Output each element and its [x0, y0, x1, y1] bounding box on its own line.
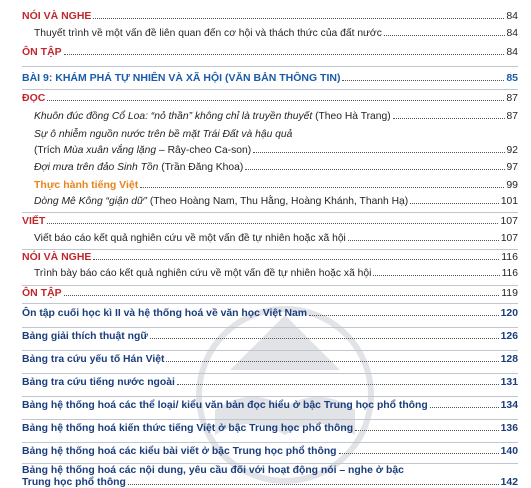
- divider: [22, 327, 518, 328]
- toc-page-number: 84: [506, 10, 518, 22]
- toc-source: (Theo Hà Trang): [315, 111, 391, 122]
- toc-appendix-entry[interactable]: [22, 423, 518, 434]
- toc-title: Mùa xuân vắng lặng: [63, 145, 157, 156]
- toc-label: Bảng hệ thống hoá kiến thức tiếng Việt ở bậc Trung học phổ thông: [22, 423, 354, 434]
- toc-page-number: 116: [501, 251, 518, 263]
- toc-page-number: 85: [506, 72, 518, 84]
- toc-title: Khuôn đúc đồng Cổ Loa: “nỏ thần” không chỉ là truyền thuyết: [34, 111, 313, 122]
- toc-label: Thực hành tiếng Việt: [34, 179, 139, 191]
- divider: [22, 350, 518, 351]
- toc-appendix-entry[interactable]: [22, 354, 518, 365]
- dot-leader: [342, 80, 504, 81]
- toc-title: Sự ô nhiễm nguồn nước trên bề mặt Trái Đất và hậu quả: [34, 129, 293, 140]
- toc-page-number: 126: [500, 331, 518, 342]
- toc-page-number: 97: [506, 162, 518, 173]
- divider: [22, 419, 518, 420]
- toc-entry[interactable]: [22, 196, 518, 207]
- toc-title: Đợi mưa trên đảo Sinh Tồn: [34, 162, 159, 173]
- divider: [22, 303, 518, 304]
- dot-leader: [64, 54, 505, 55]
- toc-page-number: 116: [501, 268, 518, 279]
- toc-label: Bảng giải thích thuật ngữ: [22, 331, 148, 342]
- toc-section-doc[interactable]: [22, 92, 518, 104]
- toc-appendix-entry[interactable]: [22, 465, 518, 488]
- dot-leader: [309, 315, 499, 316]
- dot-leader: [177, 384, 499, 385]
- dot-leader: [373, 275, 499, 276]
- toc-entry[interactable]: [22, 268, 518, 279]
- dot-leader: [355, 430, 499, 431]
- toc-page-number: 142: [500, 477, 518, 488]
- toc-page-number: 107: [500, 215, 518, 227]
- toc-subsection-thuc-hanh[interactable]: [22, 179, 518, 191]
- toc-label: Trình bày báo cáo kết quả nghiên cứu về một vấn đề tự nhiên hoặc xã hội: [34, 268, 372, 279]
- dot-leader: [384, 35, 505, 36]
- dot-leader: [140, 187, 504, 188]
- dot-leader: [339, 453, 499, 454]
- divider: [22, 373, 518, 374]
- divider: [22, 89, 518, 90]
- toc-page-number: 92: [506, 145, 518, 156]
- toc-page-number: 136: [500, 423, 518, 434]
- dot-leader: [128, 484, 499, 485]
- toc-page-number: 87: [506, 92, 518, 104]
- toc-section-viet[interactable]: [22, 215, 518, 227]
- divider: [22, 396, 518, 397]
- toc-label-line-1: Bảng hệ thống hoá các nội dung, yêu cầu đối với hoạt động nói – nghe ở bậc: [22, 465, 404, 476]
- toc-page-number: 84: [506, 46, 518, 58]
- dot-leader: [430, 407, 499, 408]
- toc-label: NÓI VÀ NGHE: [22, 251, 92, 263]
- dot-leader: [93, 259, 499, 260]
- toc-page-number: 120: [500, 308, 518, 319]
- dot-leader: [245, 169, 504, 170]
- divider: [22, 463, 518, 464]
- toc-label: Bảng hệ thống hoá các kiểu bài viết ở bậc Trung học phổ thông: [22, 446, 337, 457]
- toc-source: – Rây-cheo Ca-son): [156, 145, 252, 156]
- toc-label: BÀI 9: KHÁM PHÁ TỰ NHIÊN VÀ XÃ HỘI (VĂN BẢN THÔNG TIN): [22, 72, 341, 84]
- toc-title: Dòng Mê Kông “giận dữ”: [34, 196, 147, 207]
- toc-page-number: 87: [506, 111, 518, 122]
- toc-text: (Theo: [147, 196, 177, 207]
- toc-entry[interactable]: [22, 145, 518, 156]
- toc-label: Bảng hệ thống hoá các thể loại/ kiểu văn bản đọc hiểu ở bậc Trung học phổ thông: [22, 400, 428, 411]
- divider: [22, 212, 518, 213]
- divider: [22, 66, 518, 67]
- dot-leader: [93, 18, 504, 19]
- toc-section-noi-va-nghe-2[interactable]: [22, 251, 518, 263]
- dot-leader: [64, 295, 500, 296]
- toc-page-number: 119: [501, 287, 518, 299]
- toc-label: VIẾT: [22, 215, 46, 227]
- toc-entry[interactable]: [22, 28, 518, 39]
- dot-leader: [410, 203, 499, 204]
- toc-page-number: 107: [500, 233, 518, 244]
- toc-appendix-entry[interactable]: [22, 331, 518, 342]
- toc-page-number: 101: [500, 196, 518, 207]
- toc-page-number: 131: [500, 377, 518, 388]
- toc-appendix-entry[interactable]: [22, 400, 518, 411]
- toc-entry[interactable]: [22, 111, 518, 122]
- dot-leader: [393, 118, 505, 119]
- toc-label: Viết báo cáo kết quả nghiên cứu về một vấn đề tự nhiên hoặc xã hội: [34, 233, 346, 244]
- dot-leader: [150, 338, 499, 339]
- toc-label: Thuyết trình về một vấn đề liên quan đến cơ hội và thách thức của đất nước: [34, 28, 382, 39]
- toc-entry[interactable]: [22, 162, 518, 173]
- toc-section-on-tap-2[interactable]: [22, 287, 518, 299]
- toc-label: ÔN TẬP: [22, 287, 62, 299]
- divider: [22, 285, 518, 286]
- toc-label: NÓI VÀ NGHE: [22, 10, 92, 22]
- dot-leader: [253, 152, 504, 153]
- toc-appendix-entry[interactable]: [22, 377, 518, 388]
- toc-section-noi-va-nghe[interactable]: [22, 10, 518, 22]
- toc-page-number: 140: [500, 446, 518, 457]
- toc-page-number: 84: [506, 28, 518, 39]
- divider: [22, 249, 518, 250]
- toc-source: (Trần Đăng Khoa): [158, 162, 244, 173]
- toc-page-number: 134: [500, 400, 518, 411]
- toc-page-number: 99: [506, 179, 518, 191]
- toc-lesson-9[interactable]: [22, 72, 518, 84]
- dot-leader: [166, 361, 498, 362]
- dot-leader: [47, 100, 504, 101]
- dot-leader: [47, 223, 498, 224]
- toc-appendix-entry[interactable]: [22, 308, 518, 319]
- toc-label: ÔN TẬP: [22, 46, 62, 58]
- toc-text: (Trích: [34, 145, 64, 156]
- toc-page-number: 128: [500, 354, 518, 365]
- toc-label: Bảng tra cứu tiếng nước ngoài: [22, 377, 175, 388]
- dot-leader: [348, 240, 499, 241]
- toc-section-on-tap[interactable]: [22, 46, 518, 58]
- toc-label: Bảng tra cứu yếu tố Hán Việt: [22, 354, 165, 365]
- toc-appendix-entry[interactable]: [22, 446, 518, 457]
- divider: [22, 442, 518, 443]
- toc-label-line-2: Trung học phổ thông: [22, 477, 126, 488]
- toc-entry[interactable]: [22, 233, 518, 244]
- toc-label: Ôn tập cuối học kì II và hệ thống hoá về văn học Việt Nam: [22, 308, 308, 319]
- toc-source: Hoàng Nam, Thu Hằng, Hoàng Khánh, Thanh Hạ): [176, 196, 409, 207]
- toc-entry[interactable]: [22, 129, 518, 140]
- toc-label: ĐỌC: [22, 92, 46, 104]
